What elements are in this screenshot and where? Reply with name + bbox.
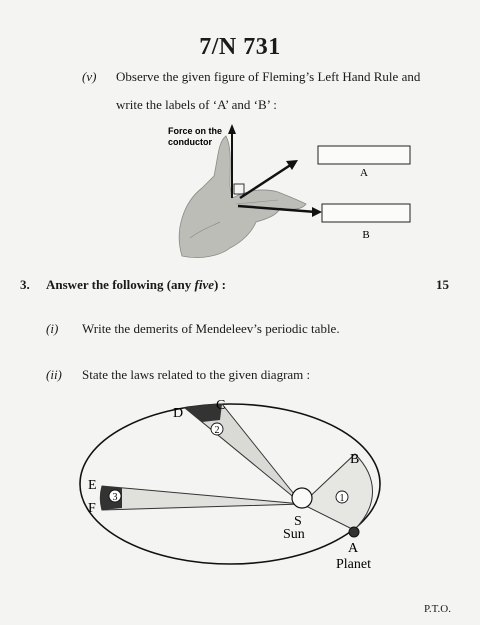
label-b: B	[350, 452, 360, 467]
question-number: (ii)	[46, 367, 62, 382]
section-title-start: Answer the following (any	[46, 277, 195, 292]
area-1-label: 1	[339, 493, 345, 504]
force-arrow-head	[228, 124, 236, 134]
question-text: State the laws related to the given diagram :	[82, 367, 311, 382]
page-footer: P.T.O.	[424, 603, 451, 615]
force-label-line-2: conductor	[168, 137, 212, 147]
question-text: Write the demerits of Mendeleev’s periodic table.	[82, 321, 340, 336]
arrow-b-head	[312, 207, 322, 217]
label-s: S	[294, 514, 302, 529]
kepler-orbit-diagram	[70, 392, 400, 577]
area-2-label: 2	[214, 425, 220, 436]
section-marks: 15	[436, 277, 449, 292]
area-3-label: 3	[112, 492, 118, 503]
sector-3	[100, 486, 302, 510]
question-text-line-1: Observe the given figure of Fleming’s Left Hand Rule and	[116, 69, 421, 84]
section-number: 3.	[20, 277, 30, 292]
label-d: D	[173, 406, 184, 421]
label-planet: Planet	[336, 557, 371, 572]
section-title-end: ) :	[214, 277, 226, 292]
arrow-a-head	[286, 160, 298, 170]
section-title	[46, 277, 226, 293]
section-title-any: five	[194, 277, 215, 292]
question-number: (v)	[82, 69, 97, 84]
label-a: A	[360, 167, 368, 179]
sun	[292, 488, 312, 508]
question-text-line-2: write the labels of ‘A’ and ‘B’ :	[116, 97, 277, 112]
label-c: C	[216, 398, 226, 413]
label-sun: Sun	[283, 527, 305, 542]
sector-1	[302, 454, 373, 530]
answer-box-a[interactable]	[318, 146, 410, 164]
paper-code: 7/N 731	[199, 34, 281, 60]
fleming-left-hand-figure	[160, 118, 460, 268]
label-a: A	[348, 541, 359, 556]
label-e: E	[88, 478, 97, 493]
planet	[349, 527, 359, 537]
label-f: F	[88, 501, 96, 516]
force-label-line-1: Force on the	[168, 126, 223, 136]
label-b: B	[362, 229, 370, 241]
answer-box-b[interactable]	[322, 204, 410, 222]
question-number: (i)	[46, 321, 59, 336]
